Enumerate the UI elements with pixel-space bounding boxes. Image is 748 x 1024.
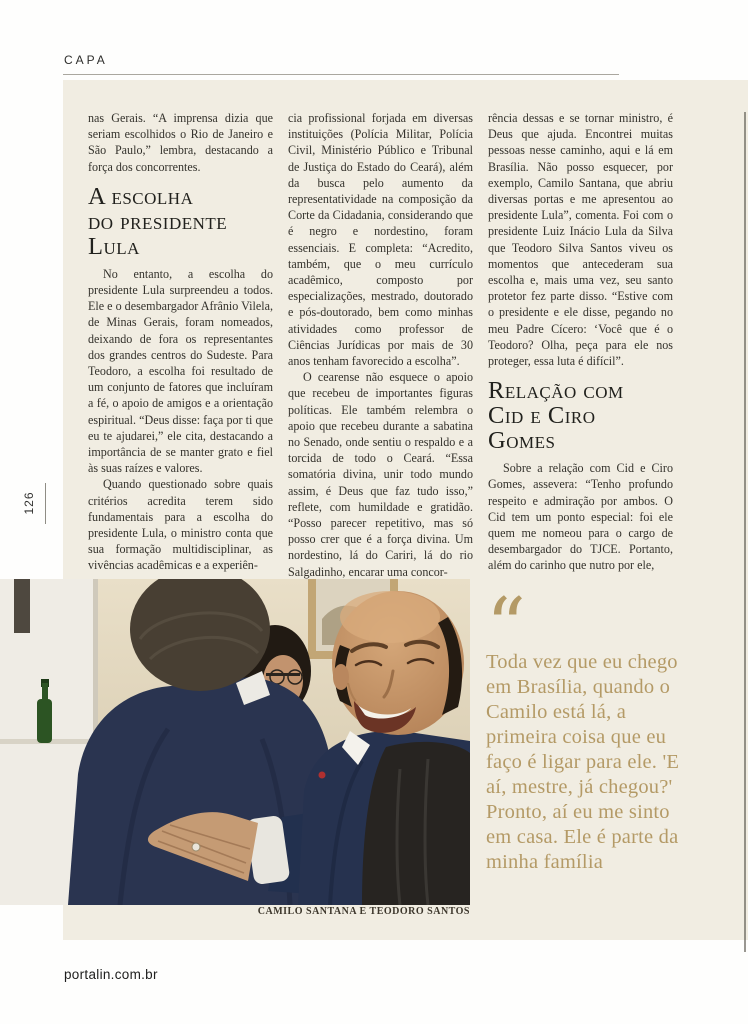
paragraph: nas Gerais. “A imprensa dizia que seriam escolhidos o Rio de Janeiro e São Paulo,” lembra, destacando a força dos concorrentes. <box>88 111 273 174</box>
embrace-photo-illustration <box>0 579 470 905</box>
article-column-1 <box>88 110 273 580</box>
section-heading-escolha <box>88 184 273 259</box>
article-column-3 <box>488 110 673 580</box>
heading-line: Lula <box>88 232 140 260</box>
article-photo <box>0 579 470 905</box>
section-heading-relacao <box>488 378 673 453</box>
paragraph: rência dessas e se tornar ministro, é Deus que ajuda. Encontrei muitas pessoas nesse caminho, aqui e lá em Brasília. Não posso esquecer, por exemplo, Camilo Santana, que abriu diversas portas e me apresentou ao presidente Lula”, comenta. Foi com o presidente Luiz Inácio Lula da Silva que Teodoro Silva Santos viveu os momentos que antecederam sua escolha e, mais uma vez, seu santo protetor fez parte disso. “Estive com o presidente e ele disse, pegando no meu Padre Cícero: ‘Você que é o Teodoro? Olha, peça para ele nos proteger, essa luta é difícil”. <box>488 111 673 369</box>
footer-url: portalin.com.br <box>64 967 158 982</box>
photo-caption: CAMILO SANTANA E TEODORO SANTOS <box>257 906 470 917</box>
page-number-rule <box>45 483 46 524</box>
article-column-2 <box>288 110 473 580</box>
heading-line: Relação com <box>488 377 624 405</box>
paragraph: cia profissional forjada em diversas instituições (Polícia Militar, Polícia Civil, Ministério Público e Tribunal de Justiça do Estado do Ceará), além da busca pelo aumento da representatividade na composição da Corte da Cidadania, considerando que é negro e nordestino, foram essenciais. E completa: “Acredito, também, que o meu currículo acadêmico, composto por especializações, mestrado, doutorado e pós-doutorado, bem como minhas atividades como professor de Ciências Jurídicas por mais de 30 anos tenham favorecido a escolha”. <box>288 111 473 369</box>
paragraph: O cearense não esquece o apoio que recebeu de importantes figuras políticas. Ele também relembra o apoio que recebeu durante a sabatina no Senado, onde sentiu o respaldo e a torcida de todo o Ceará. “Essa somatória divina, unir todo mundo assim, é Deus que faz tudo isso,” reflete, com humildade e gratidão. “Posso parecer repetitivo, mas só posso crer que é a força divina. Um nordestino, lá do Cariri, lá do rio Salgadinho, encarar uma concor- <box>288 370 473 579</box>
pull-quote <box>486 582 682 875</box>
heading-line: A escolha <box>88 182 194 210</box>
heading-line: Gomes <box>488 427 556 455</box>
heading-line: Cid e Ciro <box>488 402 596 430</box>
kicker: CAPA <box>64 53 108 67</box>
paragraph: No entanto, a escolha do presidente Lula surpreendeu a todos. Ele e o desembargador Afrânio Vilela, de Minas Gerais, foram nomeados, deixando de fora os representantes dos grandes centros do Sudeste. Para Teodoro, a escolha foi resultado de um conjunto de fatores que incluíram a fé, o apoio de amigos e a orientação espiritual. “Deus disse: faça por ti que eu te ajudarei,” ele cita, destacando a importância de se manter grato e fiel às suas raízes e valores. <box>88 266 273 476</box>
page-edge-line <box>744 112 746 952</box>
paragraph: Quando questionado sobre quais critérios acredita terem sido fundamentais para a escolha do presidente Lula, o ministro conta que sua formação multidisciplinar, as vivências acadêmicas e a experiên- <box>88 477 273 573</box>
paragraph: Sobre a relação com Cid e Ciro Gomes, assevera: “Tenho profundo respeito e admiração por ambos. O Cid tem um ponto especial: foi ele quem me nomeou para o cargo de desembargador do TJCE. Portanto, além do carinho que nutro por ele, <box>488 461 673 573</box>
page-number: 126 <box>22 491 36 515</box>
kicker-rule <box>63 74 619 75</box>
quote-mark-icon: “ <box>486 582 521 672</box>
heading-line: do presidente <box>88 207 228 235</box>
pull-quote-text: Toda vez que eu chego em Brasília, quando o Camilo está lá, a primeira coisa que eu faço é ligar para ele. 'E aí, mestre, já chegou?' Pronto, aí eu me sinto em casa. Ele é parte da minha família <box>486 651 680 873</box>
article-columns <box>88 110 673 580</box>
